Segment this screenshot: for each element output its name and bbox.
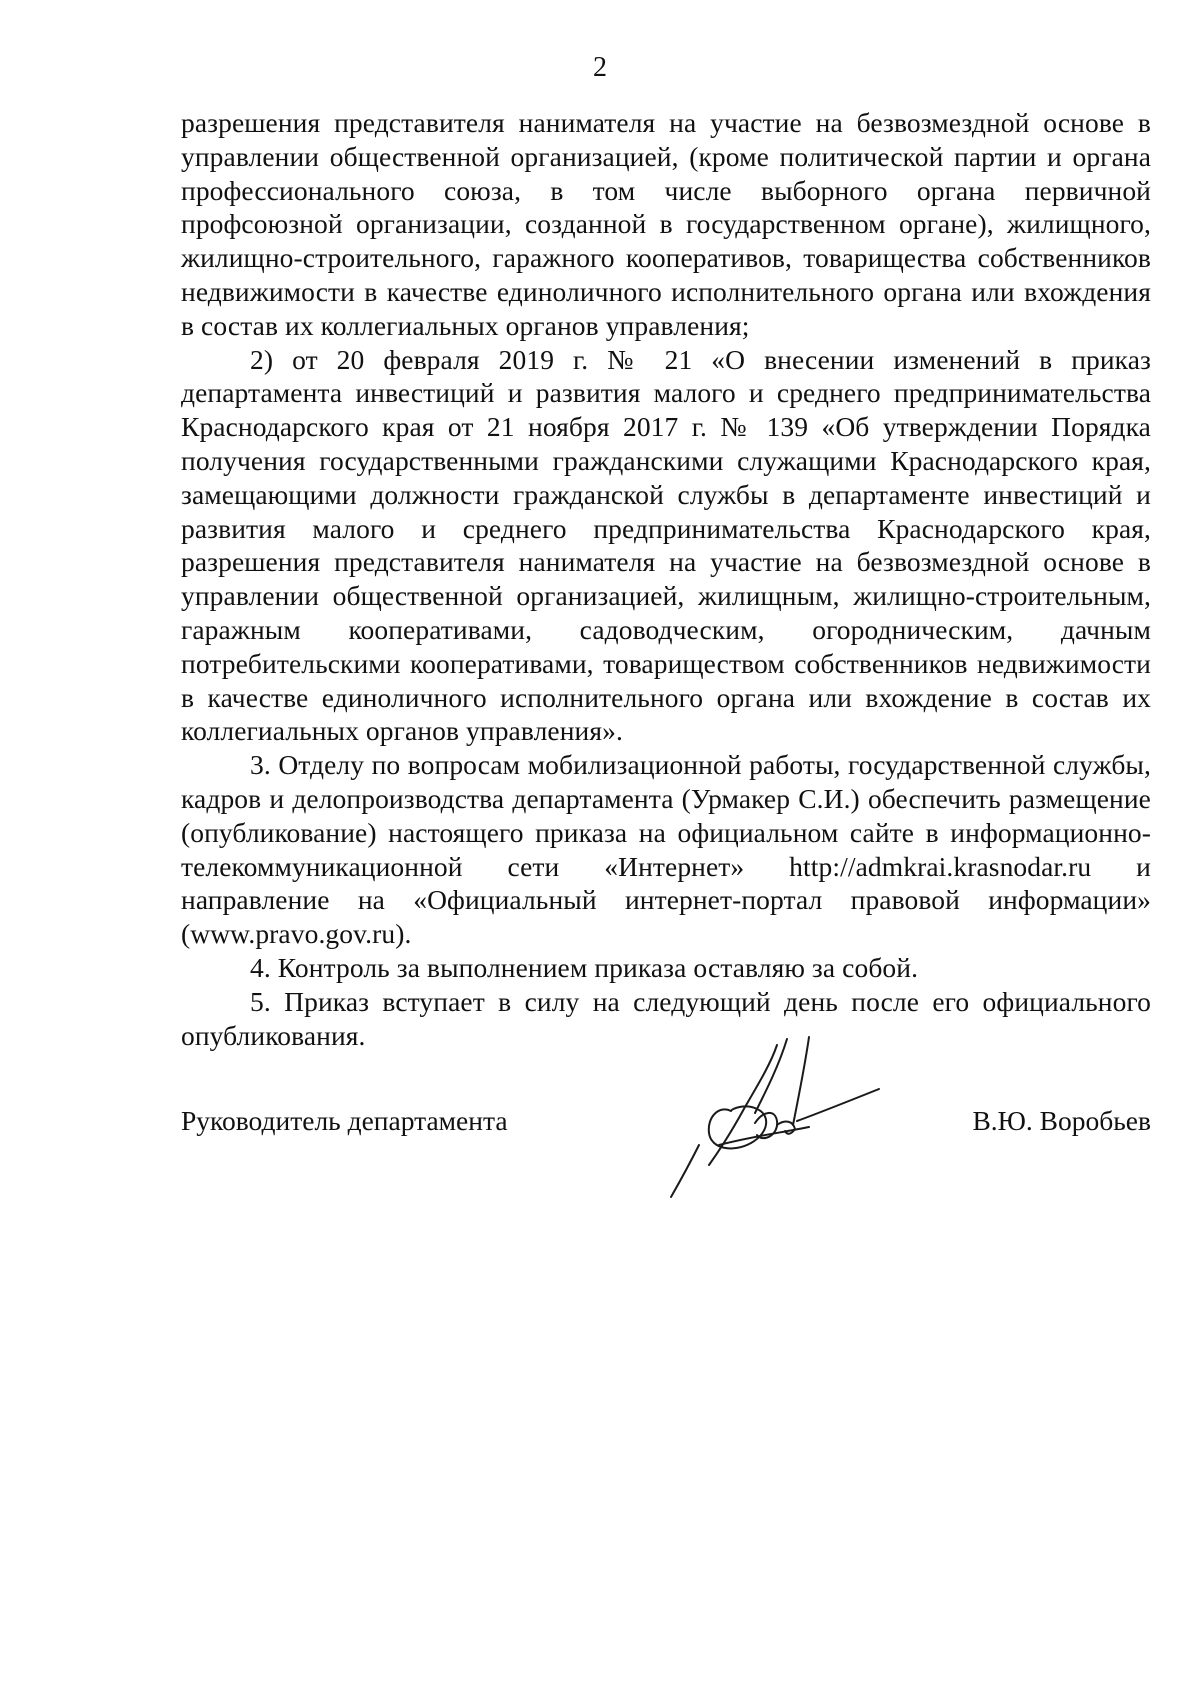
document-body xyxy=(181,106,1151,1052)
paragraph-item-4: 4. Контроль за выполнением приказа оставляю за собой. xyxy=(250,951,919,983)
paragraph-item-3: 3. Отделу по вопросам мобилизационной работы, государственной службы, кадров и делопроизводства департамента (Урмакер С.И.) обеспечить размещение (опубликование) настоящего приказа на официальном сайте в информационно-телекоммуникационной сети «Интернет» http://admkrai.krasnodar.ru и направление на «Официальный интернет-портал правовой информации» (www.pravo.gov.ru). xyxy=(181,749,1151,950)
paragraph-item-2: 2) от 20 февраля 2019 г. № 21 «О внесении изменений в приказ департамента инвестиций и развития малого и среднего предпринимательства Краснодарского края от 21 ноября 2017 г. № 139 «Об утверждении Порядка получения государственными гражданскими служащими Краснодарского края, замещающими должности гражданской службы в департаменте инвестиций и развития малого и среднего предпринимательства Краснодарского края, разрешения представителя нанимателя на участие на безвозмездной основе в управлении общественной организацией, жилищным, жилищно-строительным, гаражным кооперативами, садоводческим, огородническим, дачным потребительскими кооперативами, товариществом собственников недвижимости в качестве единоличного исполнительного органа или вхождение в состав их коллегиальных органов управления». xyxy=(181,343,1151,747)
page-number: 2 xyxy=(593,52,607,83)
signer-title: Руководитель департамента xyxy=(181,1105,508,1136)
handwritten-signature-icon xyxy=(659,1025,889,1205)
paragraph-continuation: разрешения представителя нанимателя на участие на безвозмездной основе в управлении общественной организацией, (кроме политической партии и органа профессионального союза, в том числе выборного органа первичной профсоюзной организации, созданной в государственном органе), жилищного, жилищно-строительного, гаражного кооперативов, товарищества собственников недвижимости в качестве единоличного исполнительного органа или вхождения в состав их коллегиальных органов управления; xyxy=(181,107,1151,341)
signature-block xyxy=(181,1080,1151,1190)
paragraph-item-5: 5. Приказ вступает в силу на следующий день после его официального опубликования. xyxy=(181,985,1151,1051)
signer-name: В.Ю. Воробьев xyxy=(972,1105,1151,1136)
